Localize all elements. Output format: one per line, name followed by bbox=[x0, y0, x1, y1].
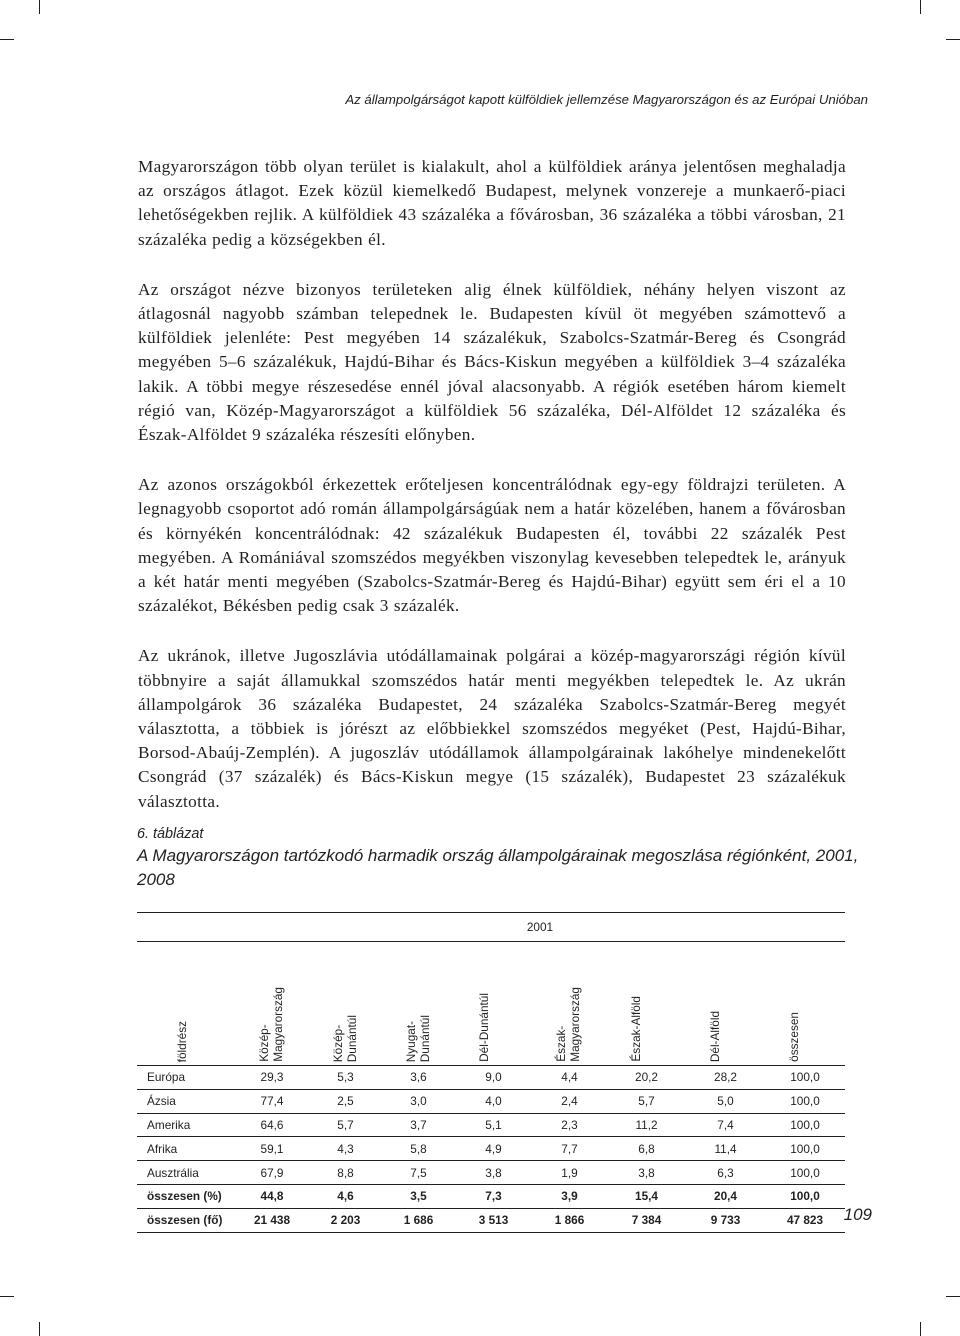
table-cell: 8,8 bbox=[309, 1161, 382, 1185]
table-cell: 59,1 bbox=[235, 1137, 309, 1161]
table-cell: 11,4 bbox=[686, 1137, 765, 1161]
year-label: 2001 bbox=[235, 913, 845, 942]
table-cell: 64,6 bbox=[235, 1113, 309, 1137]
running-header: Az állampolgárságot kapott külföldiek jellemzése Magyarországon és az Európai Unióban bbox=[345, 92, 868, 107]
table-cell: 7,4 bbox=[686, 1113, 765, 1137]
table-cell: 6,3 bbox=[686, 1161, 765, 1185]
column-header bbox=[235, 942, 309, 1066]
table-cell: 7,5 bbox=[382, 1161, 455, 1185]
table-cell: 21 438 bbox=[235, 1208, 309, 1232]
crop-mark bbox=[39, 0, 40, 14]
table-cell: 20,2 bbox=[607, 1066, 686, 1090]
crop-mark bbox=[920, 0, 921, 14]
column-header bbox=[765, 942, 845, 1066]
table-cell: 5,0 bbox=[686, 1089, 765, 1113]
table-cell: 1 686 bbox=[382, 1208, 455, 1232]
table-cell: 4,4 bbox=[532, 1066, 607, 1090]
table-cell: 47 823 bbox=[765, 1208, 845, 1232]
table-title: A Magyarországon tartózkodó harmadik ország állampolgárainak megoszlása régiónként, 2001, 2008 bbox=[137, 846, 859, 889]
table-year-row bbox=[137, 913, 845, 942]
table-cell: 100,0 bbox=[765, 1184, 845, 1208]
paragraph: Az ukránok, illetve Jugoszlávia utódállamainak polgárai a közép-magyarországi régión kívül többnyire a saját államukkal szomszédos határ menti megyékben telepedtek le. Az ukrán állampolgárok 36 százaléka Budapestet, 24 százaléka Szabolcs-Szatmár-Bereg megyét választotta, a többiek is jórészt az előbbiekkel szomszédos megyéket (Pest, Hajdú-Bihar, Borsod-Abaúj-Zemplén). A jugoszláv utódállamok állampolgárainak lakóhelye mindenekelőtt Csongrád (37 százalék) és Bács-Kiskun megye (15 százalék), Budapestet 23 százalékuk választotta. bbox=[138, 646, 846, 811]
table-cell: 28,2 bbox=[686, 1066, 765, 1090]
table-cell: 2,4 bbox=[532, 1089, 607, 1113]
column-header-label: Dél-Dunántúl bbox=[477, 993, 491, 1062]
table-row bbox=[137, 1066, 845, 1090]
table-cell: 6,8 bbox=[607, 1137, 686, 1161]
paragraph: Az országot nézve bizonyos területeken alig élnek külföldiek, néhány helyen viszont az átlagosnál nagyobb számban telepednek le. Budapesten kívül öt megyében számottevő a külföldiek jelenléte: Pest megyében 14 százalékuk, Szabolcs-Szatmár-Bereg és Csongrád megyében 5–6 százalékuk, Hajdú-Bihar és Bács-Kiskun megyében a külföldiek 3–4 százaléka lakik. A többi megye részesedése ennél jóval alacsonyabb. A régiók esetében három kiemelt régió van, Közép-Magyarországot a külföldiek 56 százaléka, Dél-Alföldet 12 százaléka és Észak-Alföldet 9 százaléka részesíti előnyben. bbox=[138, 279, 846, 445]
table-cell: 5,1 bbox=[455, 1113, 532, 1137]
table-cell: 100,0 bbox=[765, 1137, 845, 1161]
table-number: 6. táblázat bbox=[137, 826, 204, 842]
table-cell: 3,7 bbox=[382, 1113, 455, 1137]
column-header bbox=[607, 942, 686, 1066]
table-cell: 3,6 bbox=[382, 1066, 455, 1090]
table-caption bbox=[137, 826, 877, 892]
column-header bbox=[309, 942, 382, 1066]
table-cell: 11,2 bbox=[607, 1113, 686, 1137]
table-cell: 9 733 bbox=[686, 1208, 765, 1232]
table-header-row bbox=[137, 942, 845, 1066]
table-cell: 7,7 bbox=[532, 1137, 607, 1161]
table-cell: 4,9 bbox=[455, 1137, 532, 1161]
table-cell: 2 203 bbox=[309, 1208, 382, 1232]
row-label: Amerika bbox=[137, 1113, 235, 1137]
column-header-label: összesen bbox=[787, 1012, 801, 1062]
table-cell: 100,0 bbox=[765, 1161, 845, 1185]
table-cell: 7,3 bbox=[455, 1184, 532, 1208]
table-total-row bbox=[137, 1208, 845, 1232]
column-header-label: Közép- Dunántúl bbox=[331, 1014, 359, 1062]
row-label: összesen (fő) bbox=[137, 1208, 235, 1232]
table-cell: 67,9 bbox=[235, 1161, 309, 1185]
table-row bbox=[137, 1113, 845, 1137]
column-header-label: Észak- Magyarország bbox=[554, 987, 582, 1062]
column-header bbox=[686, 942, 765, 1066]
row-label: Ázsia bbox=[137, 1089, 235, 1113]
crop-mark bbox=[946, 1296, 960, 1297]
table-cell: 7 384 bbox=[607, 1208, 686, 1232]
table-cell: 3,9 bbox=[532, 1184, 607, 1208]
crop-mark bbox=[946, 39, 960, 40]
table-cell: 20,4 bbox=[686, 1184, 765, 1208]
body-text bbox=[138, 155, 846, 840]
table-cell: 3 513 bbox=[455, 1208, 532, 1232]
table-cell: 3,0 bbox=[382, 1089, 455, 1113]
table-cell: 1 866 bbox=[532, 1208, 607, 1232]
crop-mark bbox=[0, 39, 14, 40]
row-label: Ausztrália bbox=[137, 1161, 235, 1185]
table-cell: 4,0 bbox=[455, 1089, 532, 1113]
column-header-label: Észak-Alföld bbox=[629, 996, 643, 1062]
column-header bbox=[382, 942, 455, 1066]
table-cell: 100,0 bbox=[765, 1113, 845, 1137]
table-cell: 3,8 bbox=[455, 1161, 532, 1185]
row-label: Európa bbox=[137, 1066, 235, 1090]
column-header-label: Nyugat- Dunántúl bbox=[404, 1014, 432, 1062]
page-number: 109 bbox=[843, 1205, 872, 1224]
table-cell: 2,3 bbox=[532, 1113, 607, 1137]
data-table bbox=[137, 912, 845, 1233]
paragraph: Az azonos országokból érkezettek erőteljesen koncentrálódnak egy-egy földrajzi területen. A legnagyobb csoportot adó román állampolgárságúak nem a határ közelében, hanem a fővárosban és környékén koncentrálódnak: 42 százalékuk Budapesten él, további 22 százalék Pest megyében. A Romániával szomszédos megyékben viszonylag kevesebben telepedtek le, arányuk a két határ menti megyében (Szabolcs-Szatmár-Bereg és Hajdú-Bihar) együtt sem éri el a 10 százalékot, Békésben pedig csak 3 százalék. bbox=[138, 475, 846, 616]
table-cell: 3,8 bbox=[607, 1161, 686, 1185]
table-spacer-cell bbox=[137, 913, 235, 942]
table-cell: 15,4 bbox=[607, 1184, 686, 1208]
crop-mark bbox=[0, 1296, 14, 1297]
table-row bbox=[137, 1137, 845, 1161]
table-cell: 100,0 bbox=[765, 1089, 845, 1113]
column-header-label: Dél-Alföld bbox=[708, 1010, 722, 1062]
table-cell: 29,3 bbox=[235, 1066, 309, 1090]
table-row bbox=[137, 1089, 845, 1113]
table-cell: 2,5 bbox=[309, 1089, 382, 1113]
column-header-label: földrész bbox=[175, 1020, 189, 1062]
table-cell: 4,6 bbox=[309, 1184, 382, 1208]
table-cell: 1,9 bbox=[532, 1161, 607, 1185]
table-row bbox=[137, 1161, 845, 1185]
table-cell: 44,8 bbox=[235, 1184, 309, 1208]
column-header-label: Közép- Magyarország bbox=[257, 987, 285, 1062]
crop-mark bbox=[39, 1322, 40, 1336]
table-cell: 5,7 bbox=[607, 1089, 686, 1113]
table-cell: 9,0 bbox=[455, 1066, 532, 1090]
column-header-region bbox=[137, 942, 235, 1066]
table-total-row bbox=[137, 1184, 845, 1208]
row-label: összesen (%) bbox=[137, 1184, 235, 1208]
paragraph: Magyarországon több olyan terület is kialakult, ahol a külföldiek aránya jelentősen meghaladja az országos átlagot. Ezek közül kiemelkedő Budapest, melynek vonzereje a munkaerő-piaci lehetőségekben rejlik. A külföldiek 43 százaléka a fővárosban, 36 százaléka a többi városban, 21 százaléka pedig a községekben él. bbox=[138, 157, 846, 249]
column-header bbox=[532, 942, 607, 1066]
table-cell: 5,8 bbox=[382, 1137, 455, 1161]
table-cell: 4,3 bbox=[309, 1137, 382, 1161]
row-label: Afrika bbox=[137, 1137, 235, 1161]
crop-mark bbox=[920, 1322, 921, 1336]
table-cell: 5,3 bbox=[309, 1066, 382, 1090]
table-cell: 5,7 bbox=[309, 1113, 382, 1137]
table-cell: 3,5 bbox=[382, 1184, 455, 1208]
table-cell: 100,0 bbox=[765, 1066, 845, 1090]
column-header bbox=[455, 942, 532, 1066]
table-cell: 77,4 bbox=[235, 1089, 309, 1113]
